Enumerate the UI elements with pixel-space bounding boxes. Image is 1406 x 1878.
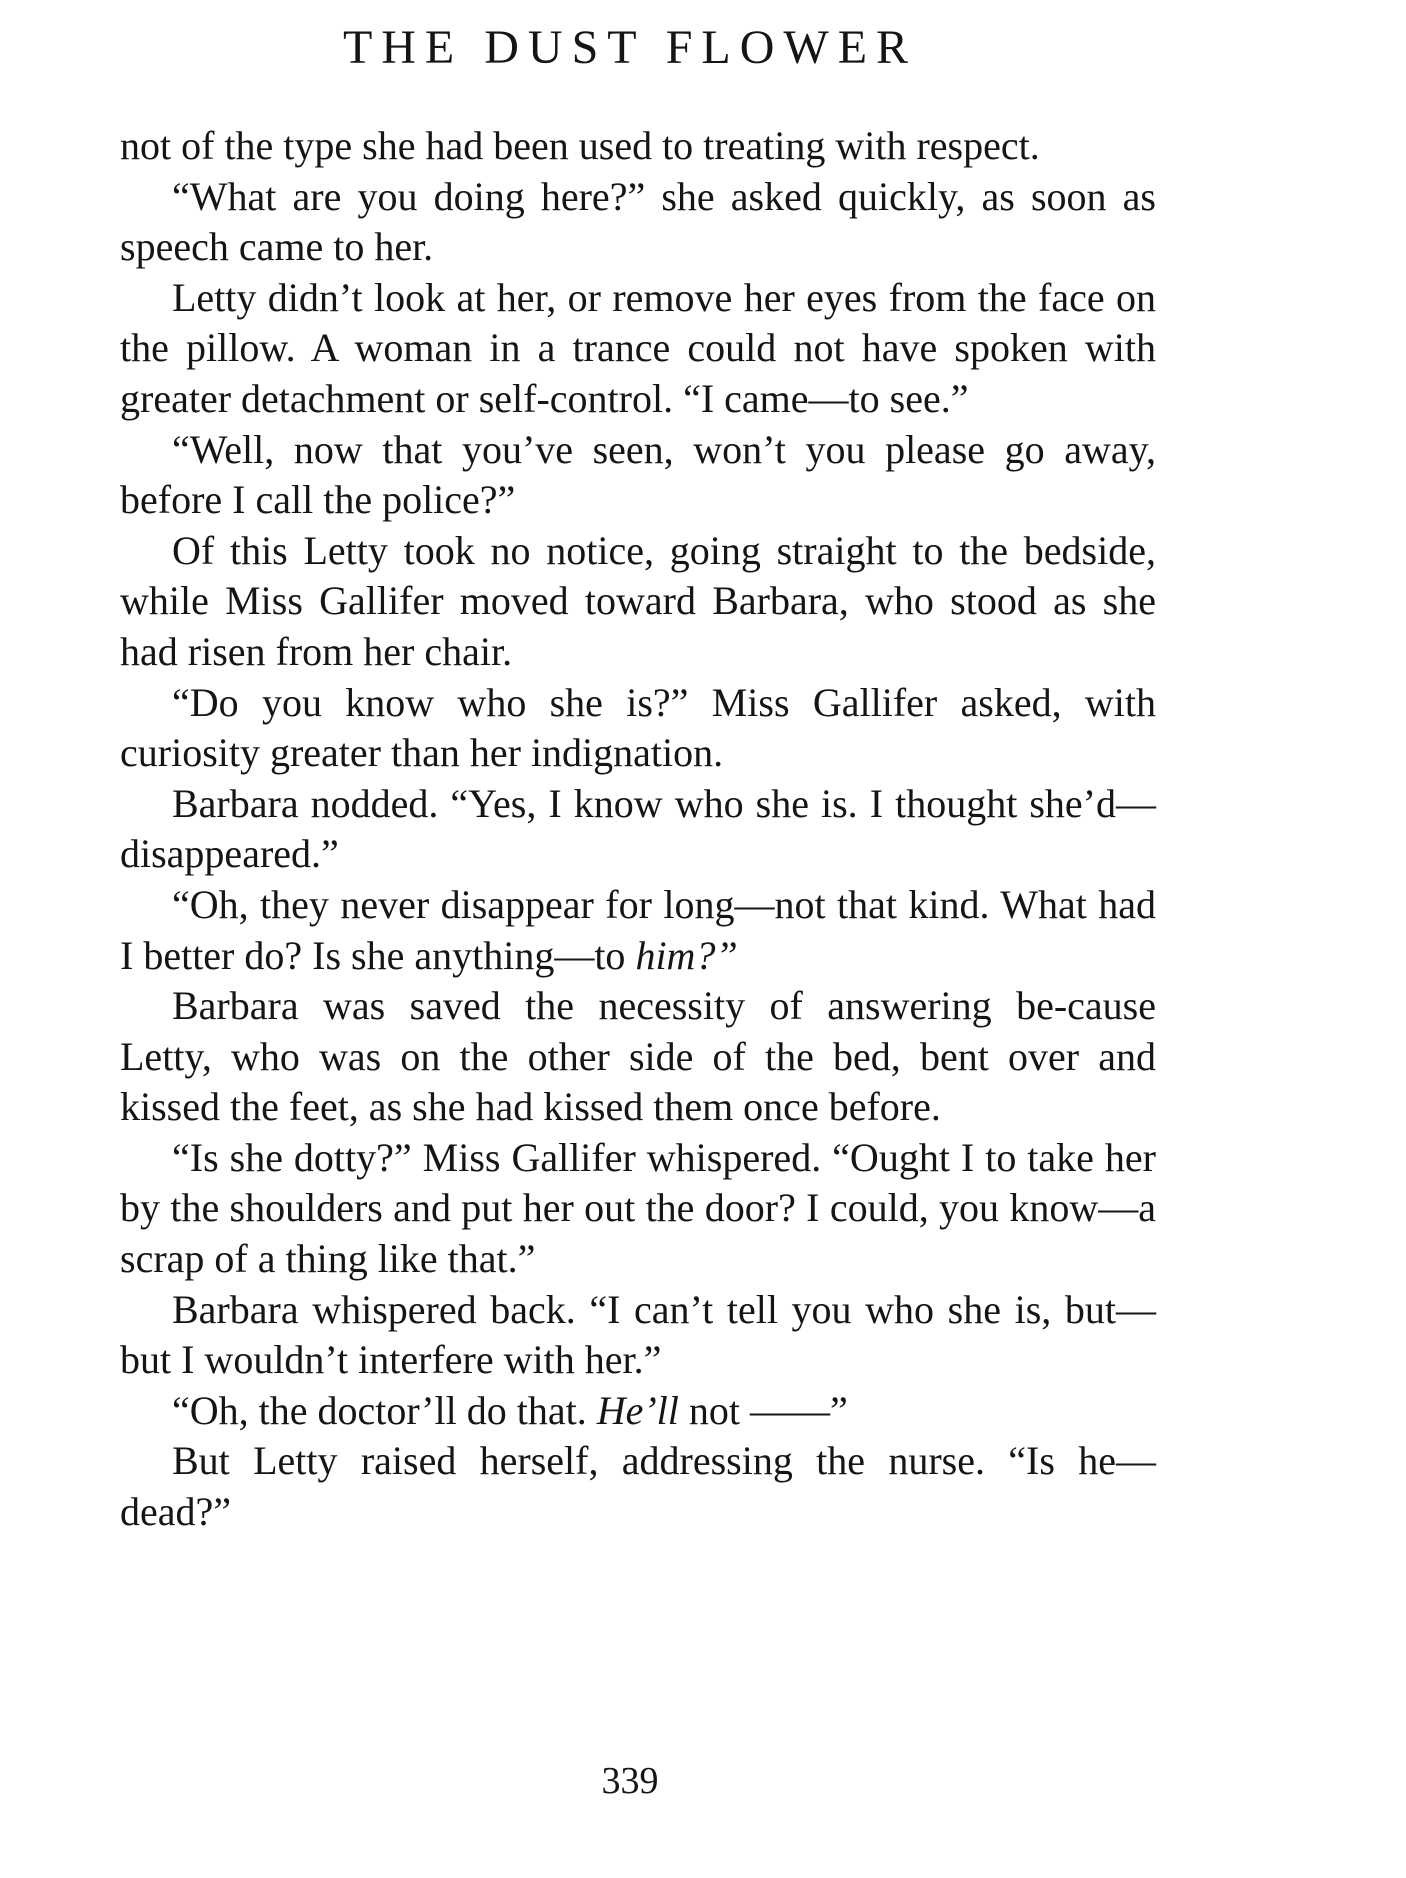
text-run: not of the type she had been used to treating with respect.: [120, 123, 1040, 168]
text-run: “What are you doing here?” she asked quickly, as soon as speech came to her.: [120, 173, 1156, 270]
text-run: “Well, now that you’ve seen, won’t you please go away, before I call the police?”: [120, 426, 1156, 523]
text-run: “Do you know who she is?” Miss Gallifer asked, with curiosity greater than her indignation.: [120, 679, 1156, 776]
text-run: Of this Letty took no notice, going straight to the bedside, while Miss Gallifer moved toward Barbara, who stood as she had risen from her chair.: [120, 527, 1156, 674]
text-run: Barbara whispered back. “I can’t tell you who she is, but—but I wouldn’t interfere with her.”: [120, 1286, 1156, 1383]
text-run: Letty didn’t look at her, or remove her eyes from the face on the pillow. A woman in a trance could not have spoken with greater detachment or self-control. “I came—to see.”: [120, 274, 1156, 421]
paragraph: [120, 121, 1156, 172]
text-run: Barbara nodded. “Yes, I know who she is. I thought she’d—disappeared.”: [120, 780, 1156, 877]
paragraph: [120, 1133, 1156, 1285]
paragraph: [120, 1285, 1156, 1386]
text-run: not ——”: [678, 1387, 848, 1433]
text-run: “Is she dotty?” Miss Gallifer whispered. “Ought I to take her by the shoulders and put her out the door? I could, you know—a scrap of a thing like that.”: [120, 1134, 1156, 1282]
paragraph: [120, 172, 1156, 273]
paragraph: [120, 526, 1156, 678]
paragraph: [120, 425, 1156, 526]
text-run: Barbara was saved the necessity of answering be-cause Letty, who was on the other side of the bed, bent over and kissed the feet, as she had kissed them once before.: [120, 983, 1156, 1130]
paragraph: [120, 1436, 1156, 1537]
paragraph: [120, 1386, 1156, 1437]
body-text: [120, 121, 1156, 1538]
paragraph: [120, 880, 1156, 981]
italic-run: him?”: [635, 932, 738, 978]
paragraph: [120, 678, 1156, 779]
text-run: “Oh, they never disappear for long—not that kind. What had I better do? Is she anything—to: [120, 881, 1156, 978]
page-number: 339: [601, 1760, 659, 1802]
paragraph: [120, 981, 1156, 1133]
paragraph: [120, 273, 1156, 425]
running-head: THE DUST FLOWER: [342, 21, 918, 74]
text-run: “Oh, the doctor’ll do that.: [172, 1387, 597, 1433]
text-run: But Letty raised herself, addressing the nurse. “Is he—dead?”: [120, 1438, 1156, 1535]
paragraph: [120, 779, 1156, 880]
italic-run: He’ll: [596, 1387, 679, 1433]
